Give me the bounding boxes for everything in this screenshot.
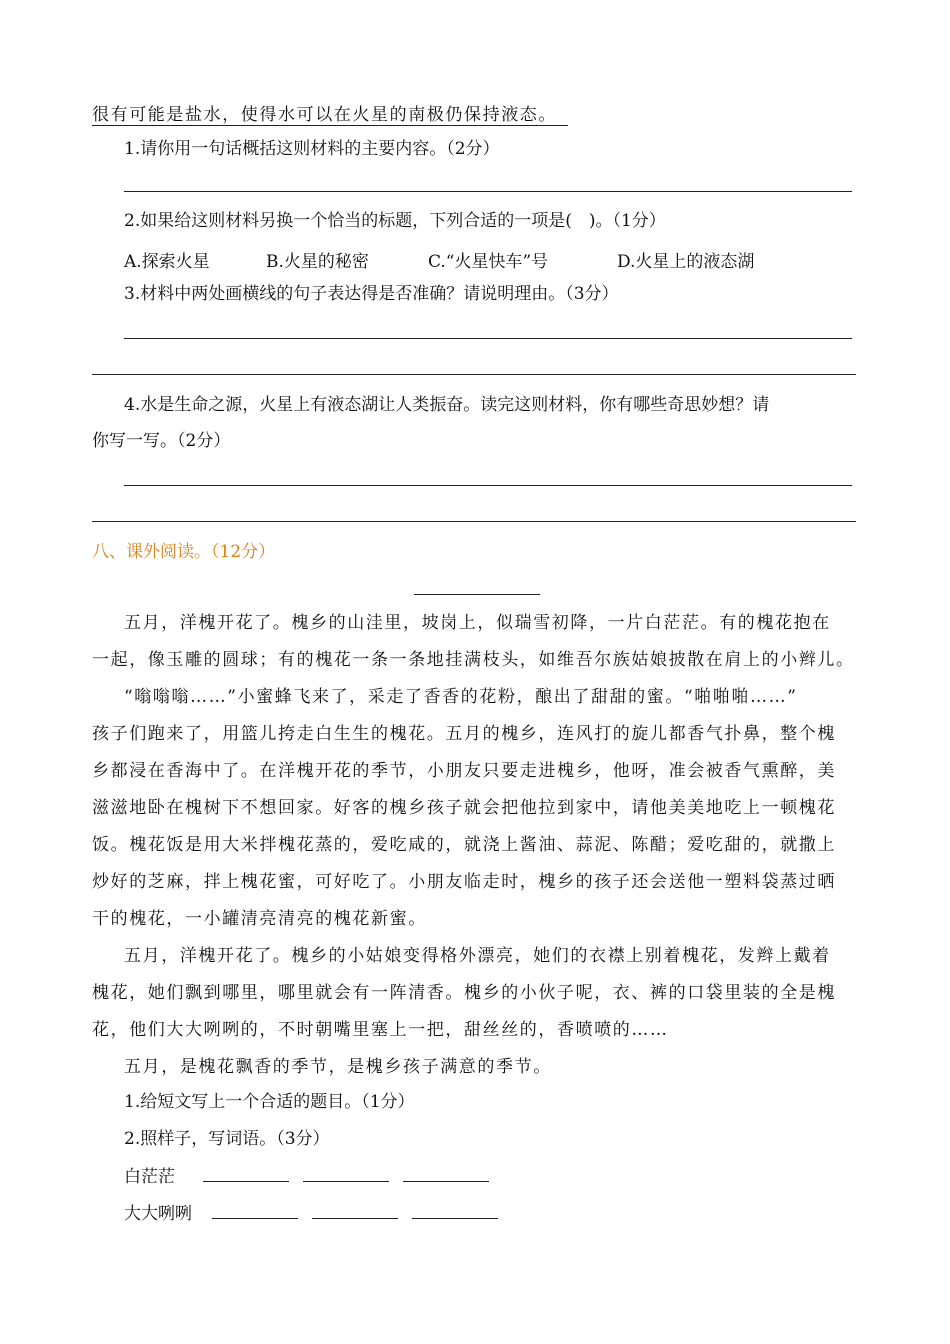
- answer-line-q4-1[interactable]: [124, 485, 852, 486]
- question-4-line-1: 4.水是生命之源，火星上有液态湖让人类振奋。读完这则材料，你有哪些奇思妙想？请: [124, 395, 770, 415]
- passage-line: “嗡嗡嗡……”小蜜蜂飞来了，采走了香香的花粉，酿出了甜甜的蜜。“啪啪啪……”: [124, 687, 798, 707]
- question-3: 3.材料中两处画横线的句子表达得是否准确？请说明理由。（3分）: [124, 284, 619, 304]
- answer-line-q4-2[interactable]: [92, 521, 856, 522]
- word-blank[interactable]: [203, 1165, 289, 1182]
- passage-line: 五月，是槐花飘香的季节，是槐乡孩子满意的季节。: [124, 1057, 552, 1077]
- word-blank[interactable]: [403, 1165, 489, 1182]
- word-blank[interactable]: [212, 1202, 298, 1219]
- passage-line: 一起，像玉雕的圆球；有的槐花一条一条地挂满枝头，如维吾尔族姑娘披散在肩上的小辫儿。: [92, 650, 855, 670]
- passage-line: 乡都浸在香海中了。在洋槐开花的季节，小朋友只要走进槐乡，他呀，准会被香气熏醉，美: [92, 761, 836, 781]
- option-c[interactable]: C.“火星快车”号: [428, 252, 549, 272]
- word-blank[interactable]: [412, 1202, 498, 1219]
- top-text-underline: [92, 125, 568, 126]
- passage-line: 花，他们大大咧咧的，不时朝嘴里塞上一把，甜丝丝的，香喷喷的……: [92, 1020, 669, 1040]
- option-a[interactable]: A.探索火星: [124, 252, 210, 272]
- option-d[interactable]: D.火星上的液态湖: [617, 252, 755, 272]
- word-blank[interactable]: [303, 1165, 389, 1182]
- word-example-1: 白茫茫: [124, 1167, 175, 1187]
- option-b[interactable]: B.火星的秘密: [266, 252, 369, 272]
- sub-question-1: 1.给短文写上一个合适的题目。（1分）: [124, 1092, 415, 1112]
- top-text-line: 很有可能是盐水，使得水可以在火星的南极仍保持液态。: [92, 105, 557, 125]
- section-8-heading: 八、课外阅读。（12分）: [92, 542, 276, 562]
- word-blank[interactable]: [312, 1202, 398, 1219]
- word-example-row-2: [124, 1202, 498, 1225]
- passage-line: 五月，洋槐开花了。槐乡的小姑娘变得格外漂亮，她们的衣襟上别着槐花，发辫上戴着: [124, 946, 831, 966]
- question-4-line-2: 你写一写。（2分）: [92, 431, 231, 451]
- passage-line: 炒好的芝麻，拌上槐花蜜，可好吃了。小朋友临走时，槐乡的孩子还会送他一塑料袋蒸过晒: [92, 872, 836, 892]
- answer-line-q3-2[interactable]: [92, 374, 856, 375]
- passage-line: 饭。槐花饭是用大米拌槐花蒸的，爱吃咸的，就浇上酱油、蒜泥、陈醋；爱吃甜的，就撒上: [92, 835, 836, 855]
- passage-title-blank[interactable]: [414, 594, 540, 595]
- passage-line: 槐花，她们飘到哪里，哪里就会有一阵清香。槐乡的小伙子呢，衣、裤的口袋里装的全是槐: [92, 983, 836, 1003]
- word-example-row-1: [124, 1165, 489, 1188]
- question-2: 2.如果给这则材料另换一个恰当的标题，下列合适的一项是( )。（1分）: [124, 211, 666, 231]
- passage-line: 干的槐花，一小罐清亮清亮的槐花新蜜。: [92, 909, 427, 929]
- answer-line-q1[interactable]: [124, 191, 852, 192]
- sub-question-2: 2.照样子，写词语。（3分）: [124, 1129, 330, 1149]
- answer-line-q3-1[interactable]: [124, 338, 852, 339]
- question-1: 1.请你用一句话概括这则材料的主要内容。（2分）: [124, 139, 500, 159]
- passage-line: 孩子们跑来了，用篮儿挎走白生生的槐花。五月的槐乡，连风打的旋儿都香气扑鼻，整个槐: [92, 724, 836, 744]
- passage-line: 滋滋地卧在槐树下不想回家。好客的槐乡孩子就会把他拉到家中，请他美美地吃上一顿槐花: [92, 798, 836, 818]
- passage-line: 五月，洋槐开花了。槐乡的山洼里，坡岗上，似瑞雪初降，一片白茫茫。有的槐花抱在: [124, 613, 831, 633]
- word-example-2: 大大咧咧: [124, 1204, 192, 1224]
